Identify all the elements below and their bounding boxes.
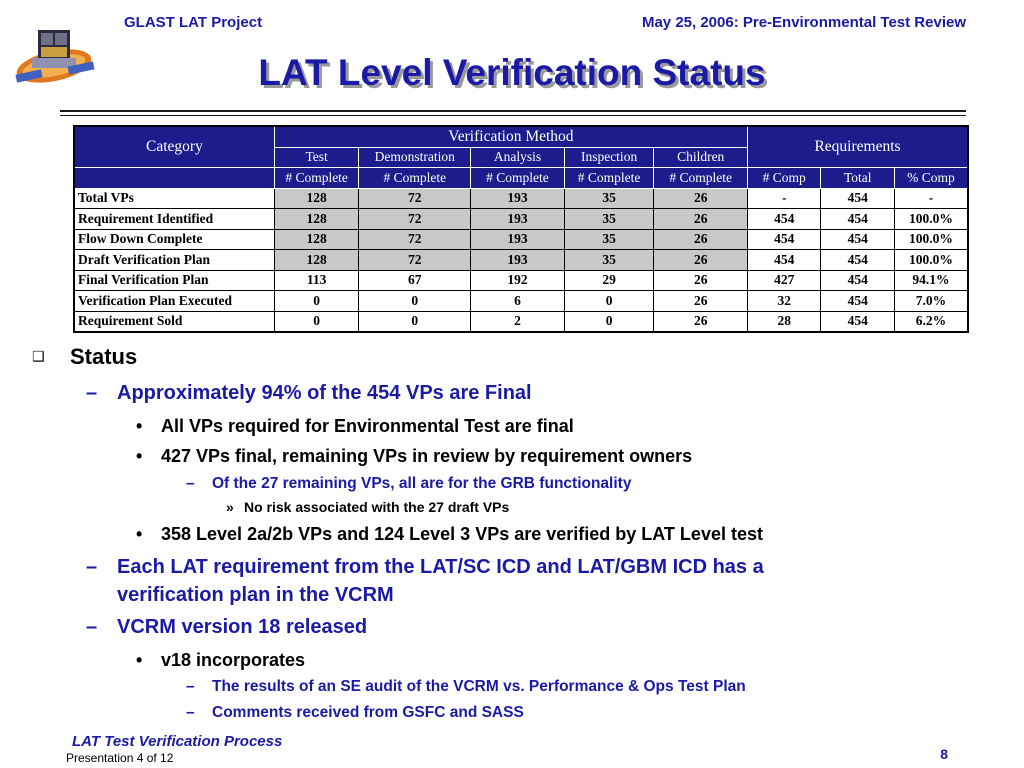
table-cell: 35 <box>564 188 654 209</box>
table-cell: 26 <box>654 311 748 332</box>
bullet-text: verification plan in the VCRM <box>117 584 394 606</box>
table-cell: 454 <box>821 188 894 209</box>
verification-method-header: Verification Method <box>274 126 747 147</box>
table-cell: 72 <box>359 188 471 209</box>
bullet-text: Approximately 94% of the 454 VPs are Final <box>117 382 532 404</box>
table-cell: - <box>748 188 821 209</box>
table-cell: 72 <box>359 209 471 230</box>
table-cell: 427 <box>748 270 821 291</box>
requirements-header: Requirements <box>748 126 969 168</box>
table-cell: 113 <box>274 270 359 291</box>
table-cell: 35 <box>564 209 654 230</box>
row-label: Requirement Identified <box>74 209 274 230</box>
bullet-marker-icon: – <box>186 678 195 695</box>
table-cell: 29 <box>564 270 654 291</box>
bullet-marker-icon: • <box>136 416 143 436</box>
table-cell: 72 <box>359 229 471 250</box>
sub-header-cell: # Complete <box>471 168 565 189</box>
table-cell: 100.0% <box>894 209 968 230</box>
method-header-inspection: Inspection <box>564 147 654 168</box>
category-header: Category <box>74 126 274 168</box>
bullet-text: VCRM version 18 released <box>117 616 368 638</box>
table-cell: 193 <box>471 229 565 250</box>
sub-header-cell: # Complete <box>564 168 654 189</box>
sub-header-cell: % Comp <box>894 168 968 189</box>
bullet-marker-icon: – <box>186 704 195 721</box>
bullet-text: Each LAT requirement from the LAT/SC ICD and LAT/GBM ICD has a <box>117 556 764 578</box>
slide-title: LAT Level Verification Status <box>258 52 766 93</box>
table-cell: 32 <box>748 291 821 312</box>
table-cell: 454 <box>821 209 894 230</box>
table-cell: 454 <box>748 229 821 250</box>
row-label: Draft Verification Plan <box>74 250 274 271</box>
table-row <box>74 209 968 230</box>
method-header-test: Test <box>274 147 359 168</box>
table-cell: 0 <box>359 291 471 312</box>
table-cell: 26 <box>654 209 748 230</box>
table-cell: 454 <box>821 270 894 291</box>
table-cell: 0 <box>564 311 654 332</box>
bullet-marker-icon: – <box>86 616 98 638</box>
bullet-text: Of the 27 remaining VPs, all are for the GRB functionality <box>212 475 632 492</box>
bullet-marker-icon: ❑ <box>32 348 45 364</box>
row-label: Requirement Sold <box>74 311 274 332</box>
sub-header-cell: # Complete <box>274 168 359 189</box>
table-cell: 2 <box>471 311 565 332</box>
table-cell: 35 <box>564 250 654 271</box>
table-cell: 100.0% <box>894 229 968 250</box>
footer-presentation: Presentation 4 of 12 <box>66 751 174 765</box>
bullet-text: The results of an SE audit of the VCRM vs. Performance & Ops Test Plan <box>212 678 746 695</box>
header-project: GLAST LAT Project <box>124 14 263 31</box>
bullet-text: No risk associated with the 27 draft VPs <box>244 499 510 515</box>
verification-status-table <box>73 125 969 333</box>
row-label: Total VPs <box>74 188 274 209</box>
table-cell: 28 <box>748 311 821 332</box>
table-cell: 454 <box>748 250 821 271</box>
table-cell: 454 <box>821 229 894 250</box>
table-cell: 193 <box>471 188 565 209</box>
bullet-text: 427 VPs final, remaining VPs in review by requirement owners <box>161 446 693 466</box>
bullet-marker-icon: – <box>86 382 98 404</box>
bullet-marker-icon: • <box>136 524 143 544</box>
bullet-marker-icon: » <box>226 499 234 515</box>
table-cell: 0 <box>359 311 471 332</box>
header-date: May 25, 2006: Pre-Environmental Test Review <box>641 14 966 31</box>
table-cell: 192 <box>471 270 565 291</box>
table-cell: 26 <box>654 291 748 312</box>
row-label: Flow Down Complete <box>74 229 274 250</box>
table-cell: 72 <box>359 250 471 271</box>
table-cell: 26 <box>654 270 748 291</box>
table-cell: 6.2% <box>894 311 968 332</box>
table-cell: 128 <box>274 209 359 230</box>
method-header-children: Children <box>654 147 748 168</box>
table-row <box>74 229 968 250</box>
table-row <box>74 250 968 271</box>
table-cell: 454 <box>821 250 894 271</box>
table-cell: 128 <box>274 250 359 271</box>
row-label: Verification Plan Executed <box>74 291 274 312</box>
bullet-text: v18 incorporates <box>161 650 306 670</box>
sub-header-cell: Total <box>821 168 894 189</box>
table-cell: 7.0% <box>894 291 968 312</box>
blank-header-cell <box>74 168 274 189</box>
table-cell: 26 <box>654 250 748 271</box>
title-rule-thin <box>60 115 966 116</box>
method-header-demonstration: Demonstration <box>359 147 471 168</box>
bullet-text: Status <box>70 344 138 369</box>
table-cell: 0 <box>274 291 359 312</box>
bullet-text: 358 Level 2a/2b VPs and 124 Level 3 VPs are verified by LAT Level test <box>161 524 763 544</box>
table-cell: 0 <box>564 291 654 312</box>
table-cell: 26 <box>654 229 748 250</box>
table-row <box>74 188 968 209</box>
bullet-text: All VPs required for Environmental Test are final <box>161 416 574 436</box>
table-cell: 35 <box>564 229 654 250</box>
sub-header-cell: # Complete <box>654 168 748 189</box>
table-cell: 100.0% <box>894 250 968 271</box>
table-cell: 128 <box>274 229 359 250</box>
table-cell: 454 <box>748 209 821 230</box>
table-cell: 193 <box>471 209 565 230</box>
row-label: Final Verification Plan <box>74 270 274 291</box>
sub-header-cell: # Comp <box>748 168 821 189</box>
bullet-marker-icon: • <box>136 446 143 466</box>
table-row <box>74 291 968 312</box>
footer-title: LAT Test Verification Process <box>72 733 283 750</box>
method-header-analysis: Analysis <box>471 147 565 168</box>
table-cell: 6 <box>471 291 565 312</box>
table-cell: 0 <box>274 311 359 332</box>
bullet-marker-icon: – <box>186 475 195 492</box>
table-cell: - <box>894 188 968 209</box>
table-cell: 26 <box>654 188 748 209</box>
bullet-marker-icon: – <box>86 556 98 578</box>
title-rule <box>60 110 966 112</box>
table-cell: 94.1% <box>894 270 968 291</box>
page-number: 8 <box>940 746 948 762</box>
table-row <box>74 311 968 332</box>
table-cell: 128 <box>274 188 359 209</box>
table-cell: 193 <box>471 250 565 271</box>
bullet-marker-icon: • <box>136 650 143 670</box>
table-cell: 454 <box>821 311 894 332</box>
bullet-text: Comments received from GSFC and SASS <box>212 704 524 721</box>
table-row <box>74 270 968 291</box>
table-cell: 67 <box>359 270 471 291</box>
table-cell: 454 <box>821 291 894 312</box>
sub-header-cell: # Complete <box>359 168 471 189</box>
